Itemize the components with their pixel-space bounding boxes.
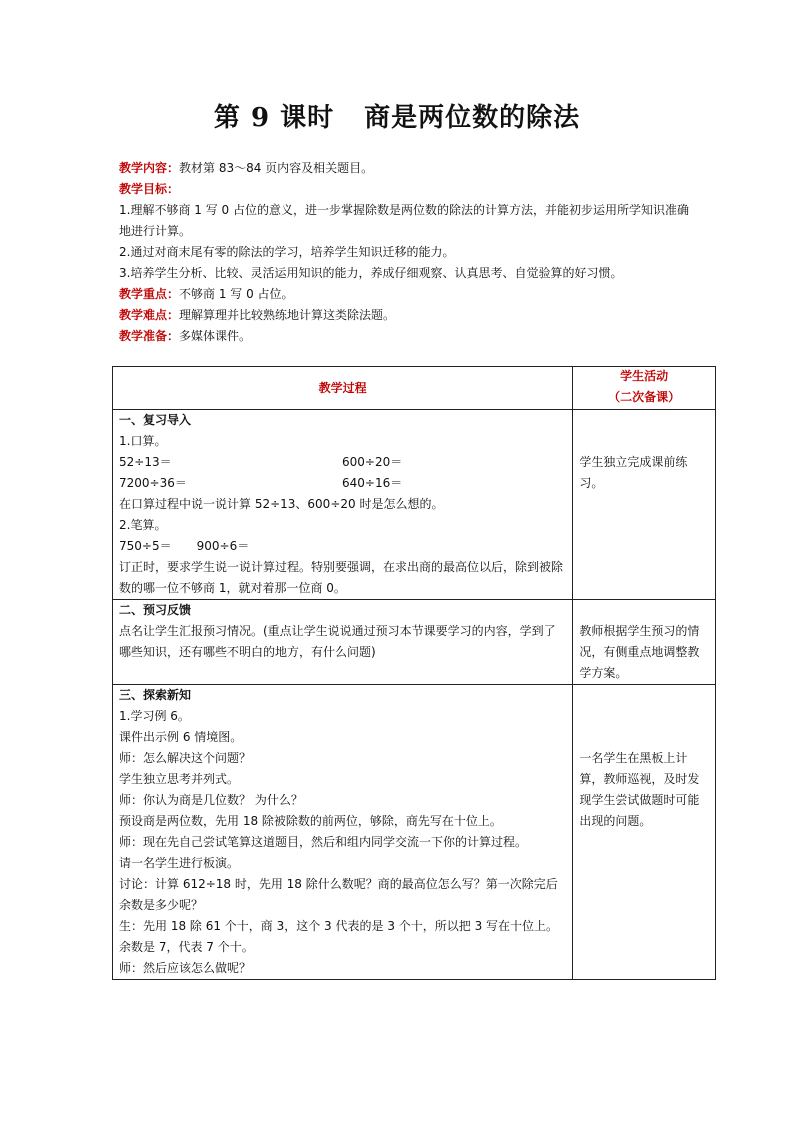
section-review-side xyxy=(573,410,716,600)
table-row xyxy=(113,600,716,685)
explore-line: 师：你认为商是几位数？ 为什么？ xyxy=(119,793,303,807)
table-header-row xyxy=(113,367,716,410)
calc-row-1 xyxy=(119,452,566,473)
section-review-title: 一、复习导入 xyxy=(119,413,192,427)
preview-side-text: 教师根据学生预习的情况，有侧重点地调整教学方案。 xyxy=(579,624,700,680)
calc-item: 52÷13＝ xyxy=(119,455,172,469)
header-side-line-1: 学生活动 xyxy=(620,369,669,383)
lesson-plan-table xyxy=(112,366,716,980)
difficulty-line xyxy=(119,305,689,326)
correction-note: 订正时，要求学生说一说计算过程。特别要强调，在求出商的最高位以后，除到被除数的哪一位不够商 1，就对着那一位商 0。 xyxy=(119,560,564,595)
title-lesson-number: 第 9 课时 xyxy=(213,103,335,133)
prep-text: 多媒体课件。 xyxy=(179,329,252,343)
section-explore-title: 三、探索新知 xyxy=(119,688,192,702)
calc-item: 900÷6＝ xyxy=(196,539,250,553)
section-preview-side xyxy=(573,600,716,685)
explore-line: 学生独立思考并列式。 xyxy=(119,772,240,786)
explore-line: 预设商是两位数，先用 18 除被除数的前两位，够除，商先写在十位上。 xyxy=(119,814,502,828)
header-teaching-process: 教学过程 xyxy=(113,367,573,410)
explore-line: 1.学习例 6。 xyxy=(119,709,190,723)
title-lesson-name: 商是两位数的除法 xyxy=(364,103,581,133)
content-text: 教材第 83～84 页内容及相关题目。 xyxy=(179,161,374,175)
oral-calc-label: 1.口算。 xyxy=(119,434,167,448)
key-point-text: 不够商 1 写 0 占位。 xyxy=(179,287,294,301)
table-row xyxy=(113,410,716,600)
section-explore-side xyxy=(573,685,716,980)
section-explore-cell xyxy=(113,685,573,980)
section-preview-title: 二、预习反馈 xyxy=(119,603,192,617)
explore-line: 请一名学生进行板演。 xyxy=(119,856,240,870)
page-title xyxy=(0,100,794,136)
key-point-line xyxy=(119,284,689,305)
header-side-line-2: （二次备课） xyxy=(608,390,681,404)
goals-label: 教学目标： xyxy=(119,182,180,196)
explore-line: 生：先用 18 除 61 个十，商 3，这个 3 代表的是 3 个十，所以把 3 写在十位上。余数是 7，代表 7 个十。 xyxy=(119,919,559,954)
section-preview-cell xyxy=(113,600,573,685)
explore-line: 讨论：计算 612÷18 时，先用 18 除什么数呢？商的最高位怎么写？第一次除完后余数是多少呢？ xyxy=(119,877,558,912)
calc-item: 750÷5＝ xyxy=(119,539,172,553)
header-student-activity xyxy=(573,367,716,410)
calc-item: 7200÷36＝ xyxy=(119,476,187,490)
explore-line: 师：怎么解决这个问题？ xyxy=(119,751,252,765)
oral-calc-note: 在口算过程中说一说计算 52÷13、600÷20 时是怎么想的。 xyxy=(119,497,444,511)
goal-1: 1.理解不够商 1 写 0 占位的意义，进一步掌握除数是两位数的除法的计算方法，并能初步运用所学知识准确地进行计算。 xyxy=(119,203,689,238)
goal-2: 2.通过对商末尾有零的除法的学习，培养学生知识迁移的能力。 xyxy=(119,245,455,259)
content-label: 教学内容： xyxy=(119,161,180,175)
difficulty-text: 理解算理并比较熟练地计算这类除法题。 xyxy=(179,308,396,322)
content-line xyxy=(119,158,689,179)
section-preview-text: 点名让学生汇报预习情况。(重点让学生说说通过预习本节课要学习的内容，学到了哪些知识，还有哪些不明白的地方，有什么问题) xyxy=(119,624,556,659)
explore-line: 师：然后应该怎么做呢？ xyxy=(119,961,252,975)
lesson-intro xyxy=(119,158,689,347)
written-calc-row xyxy=(119,536,566,557)
calc-item: 640÷16＝ xyxy=(342,476,403,490)
explore-side-text: 一名学生在黑板上计算，教师巡视，及时发现学生尝试做题时可能出现的问题。 xyxy=(579,751,700,828)
explore-line: 师：现在先自己尝试笔算这道题目，然后和组内同学交流一下你的计算过程。 xyxy=(119,835,528,849)
prep-line xyxy=(119,326,689,347)
key-point-label: 教学重点： xyxy=(119,287,180,301)
section-review-cell xyxy=(113,410,573,600)
calc-row-2 xyxy=(119,473,566,494)
written-calc-label: 2.笔算。 xyxy=(119,518,167,532)
goals-label-line xyxy=(119,179,689,200)
table-row xyxy=(113,685,716,980)
review-side-text: 学生独立完成课前练习。 xyxy=(579,455,688,490)
goal-3: 3.培养学生分析、比较、灵活运用知识的能力，养成仔细观察、认真思考、自觉验算的好习惯。 xyxy=(119,266,623,280)
calc-item: 600÷20＝ xyxy=(342,455,403,469)
explore-line: 课件出示例 6 情境图。 xyxy=(119,730,243,744)
prep-label: 教学准备： xyxy=(119,329,180,343)
difficulty-label: 教学难点： xyxy=(119,308,180,322)
